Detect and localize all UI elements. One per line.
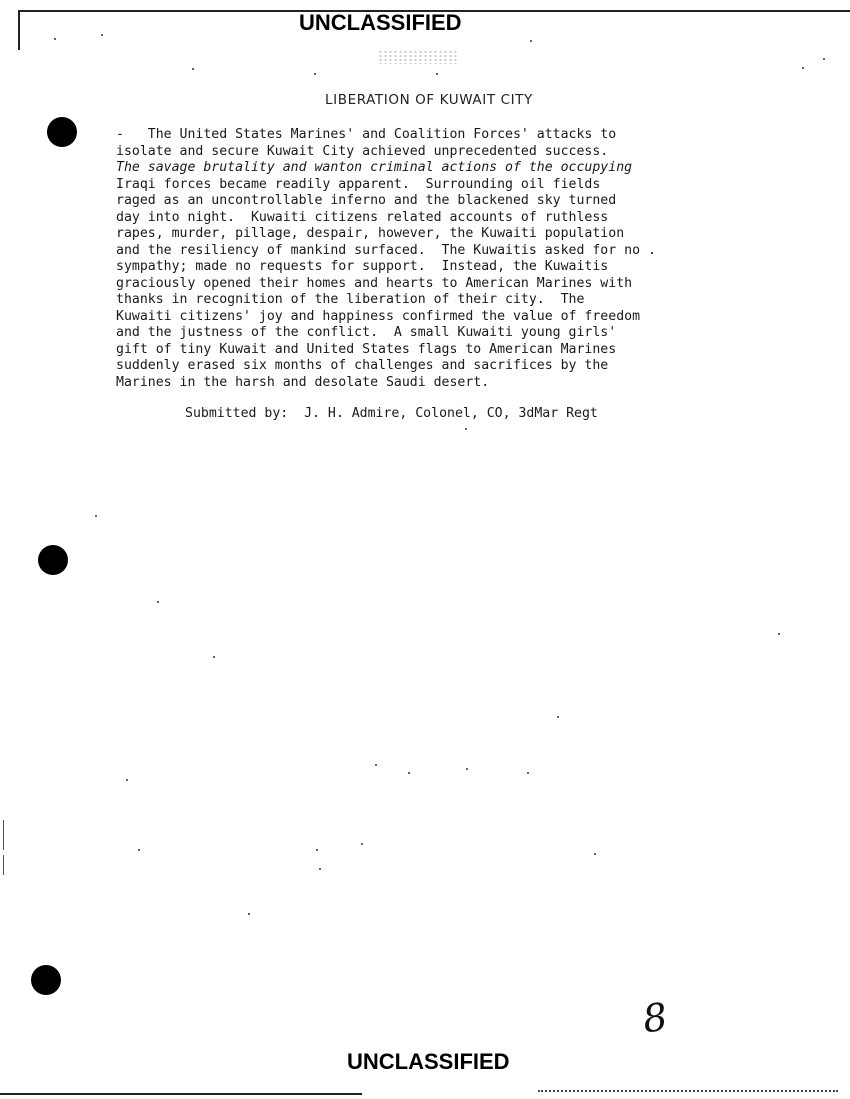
body-line: The savage brutality and wanton criminal actions of the occupying	[116, 160, 633, 175]
scan-speck	[95, 515, 97, 517]
bottom-dotted-rule	[538, 1090, 838, 1092]
scan-speck	[314, 73, 316, 75]
scan-speck	[527, 772, 529, 774]
scan-speck	[248, 913, 250, 915]
body-line: Marines in the harsh and desolate Saudi desert.	[116, 374, 490, 390]
scan-speck	[465, 428, 467, 430]
scan-margin-mark	[3, 855, 4, 875]
scan-speck	[466, 768, 468, 770]
scan-speck	[557, 716, 559, 718]
scan-speck	[316, 849, 318, 851]
scan-speck	[361, 843, 363, 845]
body-line: suddenly erased six months of challenges and sacrifices by the	[116, 358, 609, 373]
scan-speck	[319, 868, 321, 870]
body-line: and the justness of the conflict. A small Kuwaiti young girls'	[116, 325, 617, 340]
scan-speck	[213, 656, 215, 658]
punch-hole-icon	[31, 965, 61, 995]
scan-speck	[594, 853, 596, 855]
scan-speck	[157, 601, 159, 603]
punch-hole-icon	[47, 117, 77, 147]
body-line: Iraqi forces became readily apparent. Surrounding oil fields	[116, 176, 601, 192]
scan-speck	[138, 849, 140, 851]
body-line: raged as an uncontrollable inferno and the blackened sky turned	[116, 193, 617, 208]
scan-speck	[802, 67, 804, 69]
body-line: graciously opened their homes and hearts to American Marines with	[116, 275, 633, 291]
body-line: - The United States Marines' and Coalition Forces' attacks to	[116, 127, 617, 142]
classification-header: UNCLASSIFIED	[299, 10, 462, 35]
body-line: sympathy; made no requests for support. Instead, the Kuwaitis	[116, 259, 609, 274]
body-line: day into night. Kuwaiti citizens related accounts of ruthless	[116, 209, 609, 225]
scan-speck	[778, 633, 780, 635]
classification-footer: UNCLASSIFIED	[347, 1049, 510, 1074]
scan-speck	[530, 40, 532, 42]
body-line: gift of tiny Kuwait and United States flags to American Marines	[116, 341, 617, 357]
punch-hole-icon	[38, 545, 68, 575]
body-line: rapes, murder, pillage, despair, however, the Kuwaiti population	[116, 226, 625, 241]
bottom-border-rule	[0, 1093, 362, 1095]
body-line: thanks in recognition of the liberation of their city. The	[116, 292, 585, 307]
scan-speck	[126, 779, 128, 781]
submitted-by-line: Submitted by: J. H. Admire, Colonel, CO, 3dMar Regt	[185, 406, 598, 421]
scan-smudge	[378, 50, 458, 64]
handwritten-page-number: 8	[640, 994, 671, 1042]
body-line: isolate and secure Kuwait City achieved unprecedented success.	[116, 143, 609, 159]
scan-speck	[436, 73, 438, 75]
scan-speck	[192, 68, 194, 70]
body-line: Kuwaiti citizens' joy and happiness confirmed the value of freedom	[116, 308, 641, 324]
scan-margin-mark	[3, 820, 4, 850]
body-line: and the resiliency of mankind surfaced. The Kuwaitis asked for no .	[116, 242, 656, 258]
scan-speck	[375, 764, 377, 766]
left-border-rule	[18, 10, 20, 50]
scan-speck	[408, 772, 410, 774]
scan-speck	[823, 58, 825, 60]
document-body	[116, 127, 816, 391]
scan-speck	[54, 38, 56, 40]
document-title: LIBERATION OF KUWAIT CITY	[325, 92, 533, 108]
scan-speck	[101, 34, 103, 36]
